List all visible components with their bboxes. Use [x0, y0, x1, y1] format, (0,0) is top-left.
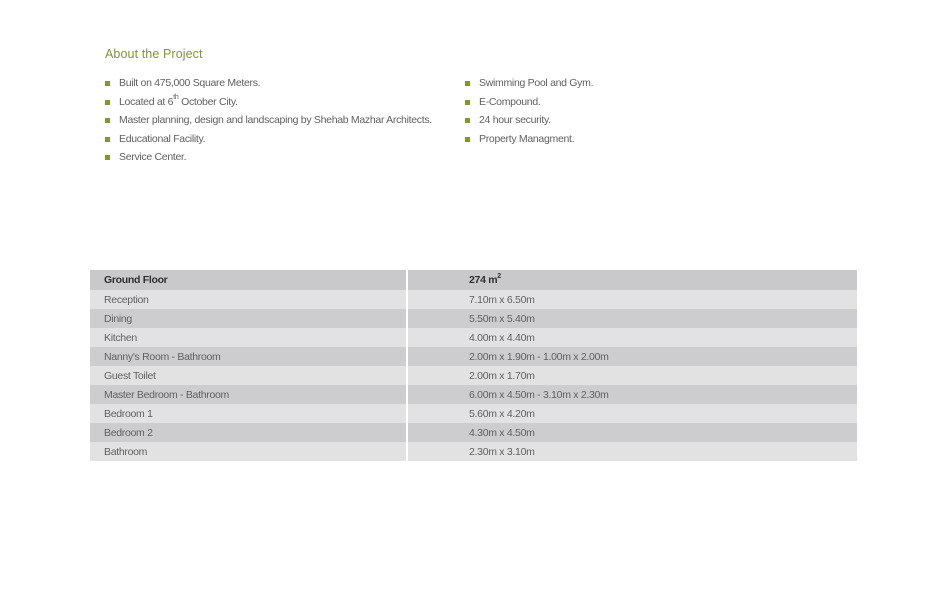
feature-item — [465, 130, 593, 149]
feature-text: 24 hour security. — [479, 114, 551, 126]
feature-item — [105, 74, 432, 93]
feature-text-pre: Located at 6 — [119, 95, 174, 108]
room-dimensions-table — [90, 270, 857, 461]
table-row — [90, 347, 857, 366]
square-bullet-icon — [465, 137, 470, 142]
room-name: Bedroom 1 — [90, 404, 407, 423]
floor-area — [407, 270, 857, 290]
room-name: Reception — [90, 290, 407, 309]
table-row — [90, 366, 857, 385]
feature-text-sup: th — [173, 94, 179, 101]
floor-area-value: 274 m — [469, 274, 498, 286]
table-row — [90, 404, 857, 423]
room-size: 7.10m x 6.50m — [407, 290, 857, 309]
table-row — [90, 309, 857, 328]
feature-text: Service Center. — [119, 151, 187, 163]
features-list-left — [105, 74, 432, 167]
room-size: 4.00m x 4.40m — [407, 328, 857, 347]
square-bullet-icon — [105, 137, 110, 142]
feature-text: E-Compound. — [479, 95, 541, 108]
feature-text: Educational Facility. — [119, 132, 206, 145]
room-size: 2.30m x 3.10m — [407, 442, 857, 461]
feature-text: Master planning, design and landscaping by Shehab Mazhar Architects. — [119, 114, 432, 126]
room-name: Bathroom — [90, 442, 407, 461]
features-list-right — [465, 74, 593, 148]
square-bullet-icon — [465, 81, 470, 86]
table-header-row — [90, 270, 857, 290]
feature-text: Swimming Pool and Gym. — [479, 77, 594, 89]
room-size: 5.50m x 5.40m — [407, 309, 857, 328]
feature-text: Built on 475,000 Square Meters. — [119, 77, 261, 89]
table-row — [90, 385, 857, 404]
room-name: Nanny's Room - Bathroom — [90, 347, 407, 366]
square-bullet-icon — [465, 100, 470, 105]
feature-text: Property Managment. — [479, 132, 575, 145]
square-bullet-icon — [105, 155, 110, 160]
room-size: 2.00m x 1.90m - 1.00m x 2.00m — [407, 347, 857, 366]
floor-area-unit-sup: 2 — [497, 272, 501, 280]
feature-text-post: October City. — [178, 95, 238, 108]
feature-item — [465, 93, 593, 112]
room-name: Guest Toilet — [90, 366, 407, 385]
room-name: Bedroom 2 — [90, 423, 407, 442]
feature-item — [105, 111, 432, 130]
feature-item — [105, 93, 432, 112]
room-size: 4.30m x 4.50m — [407, 423, 857, 442]
table-row — [90, 328, 857, 347]
feature-item — [105, 148, 432, 167]
table-row — [90, 442, 857, 461]
feature-item — [465, 74, 593, 93]
square-bullet-icon — [105, 81, 110, 86]
square-bullet-icon — [105, 100, 110, 105]
floor-label: Ground Floor — [90, 270, 407, 290]
table-row — [90, 423, 857, 442]
room-name: Dining — [90, 309, 407, 328]
section-title: About the Project — [105, 47, 203, 61]
square-bullet-icon — [465, 118, 470, 123]
feature-item — [105, 130, 432, 149]
room-name: Kitchen — [90, 328, 407, 347]
room-size: 5.60m x 4.20m — [407, 404, 857, 423]
room-size: 6.00m x 4.50m - 3.10m x 2.30m — [407, 385, 857, 404]
room-size: 2.00m x 1.70m — [407, 366, 857, 385]
feature-item — [465, 111, 593, 130]
room-name: Master Bedroom - Bathroom — [90, 385, 407, 404]
table-row — [90, 290, 857, 309]
square-bullet-icon — [105, 118, 110, 123]
